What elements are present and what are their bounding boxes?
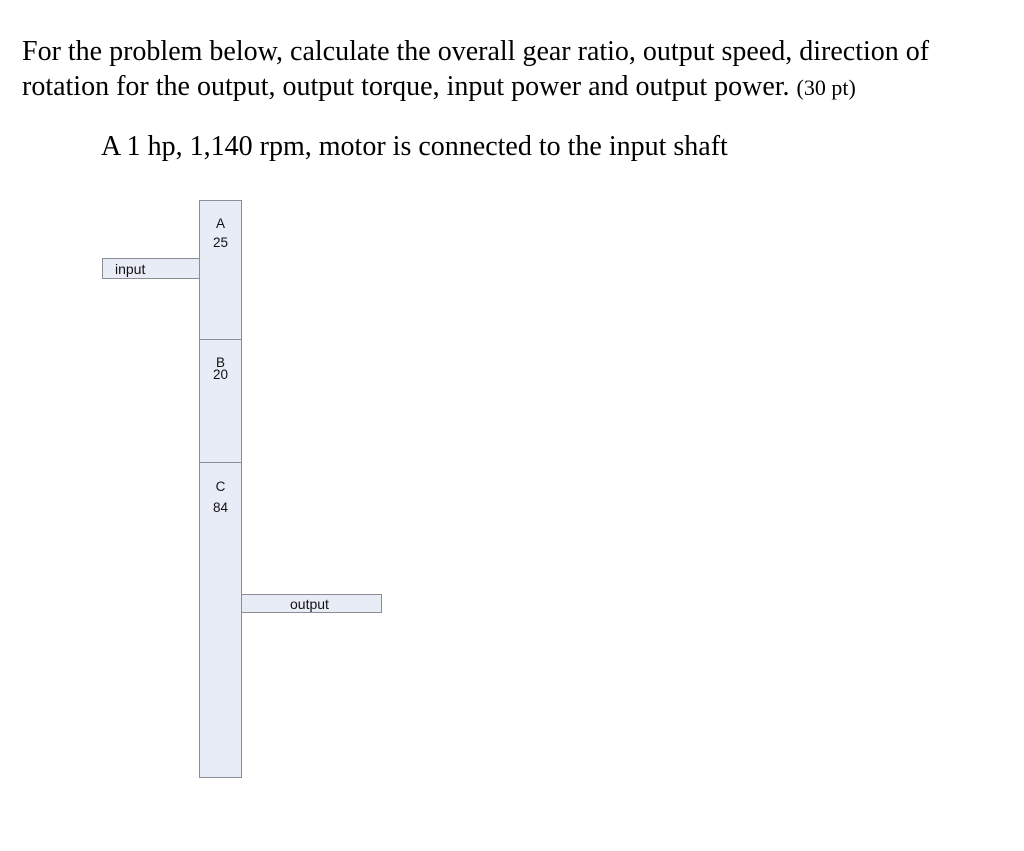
points-value: (30 pt): [796, 75, 856, 100]
gear-b-letter: B: [215, 355, 225, 370]
gear-b: [199, 339, 242, 463]
gear-b-teeth: 20: [212, 367, 229, 382]
gear-a-teeth: 25: [212, 235, 229, 250]
gear-a-letter: A: [215, 216, 225, 231]
input-shaft: [102, 258, 200, 279]
problem-text: For the problem below, calculate the overall gear ratio, output speed, direction of rotation for the output, output torque, input power and output power.: [22, 36, 930, 102]
input-shaft-label: input: [115, 261, 146, 277]
gear-c-letter: C: [215, 479, 226, 494]
given-statement: A 1 hp, 1,140 rpm, motor is connected to the input shaft: [101, 131, 728, 162]
output-shaft: [241, 594, 382, 613]
gear-c: [199, 462, 242, 778]
output-shaft-label: output: [290, 596, 329, 612]
problem-statement: [22, 34, 1017, 105]
gear-a: [199, 200, 242, 340]
gear-c-teeth: 84: [212, 500, 229, 515]
